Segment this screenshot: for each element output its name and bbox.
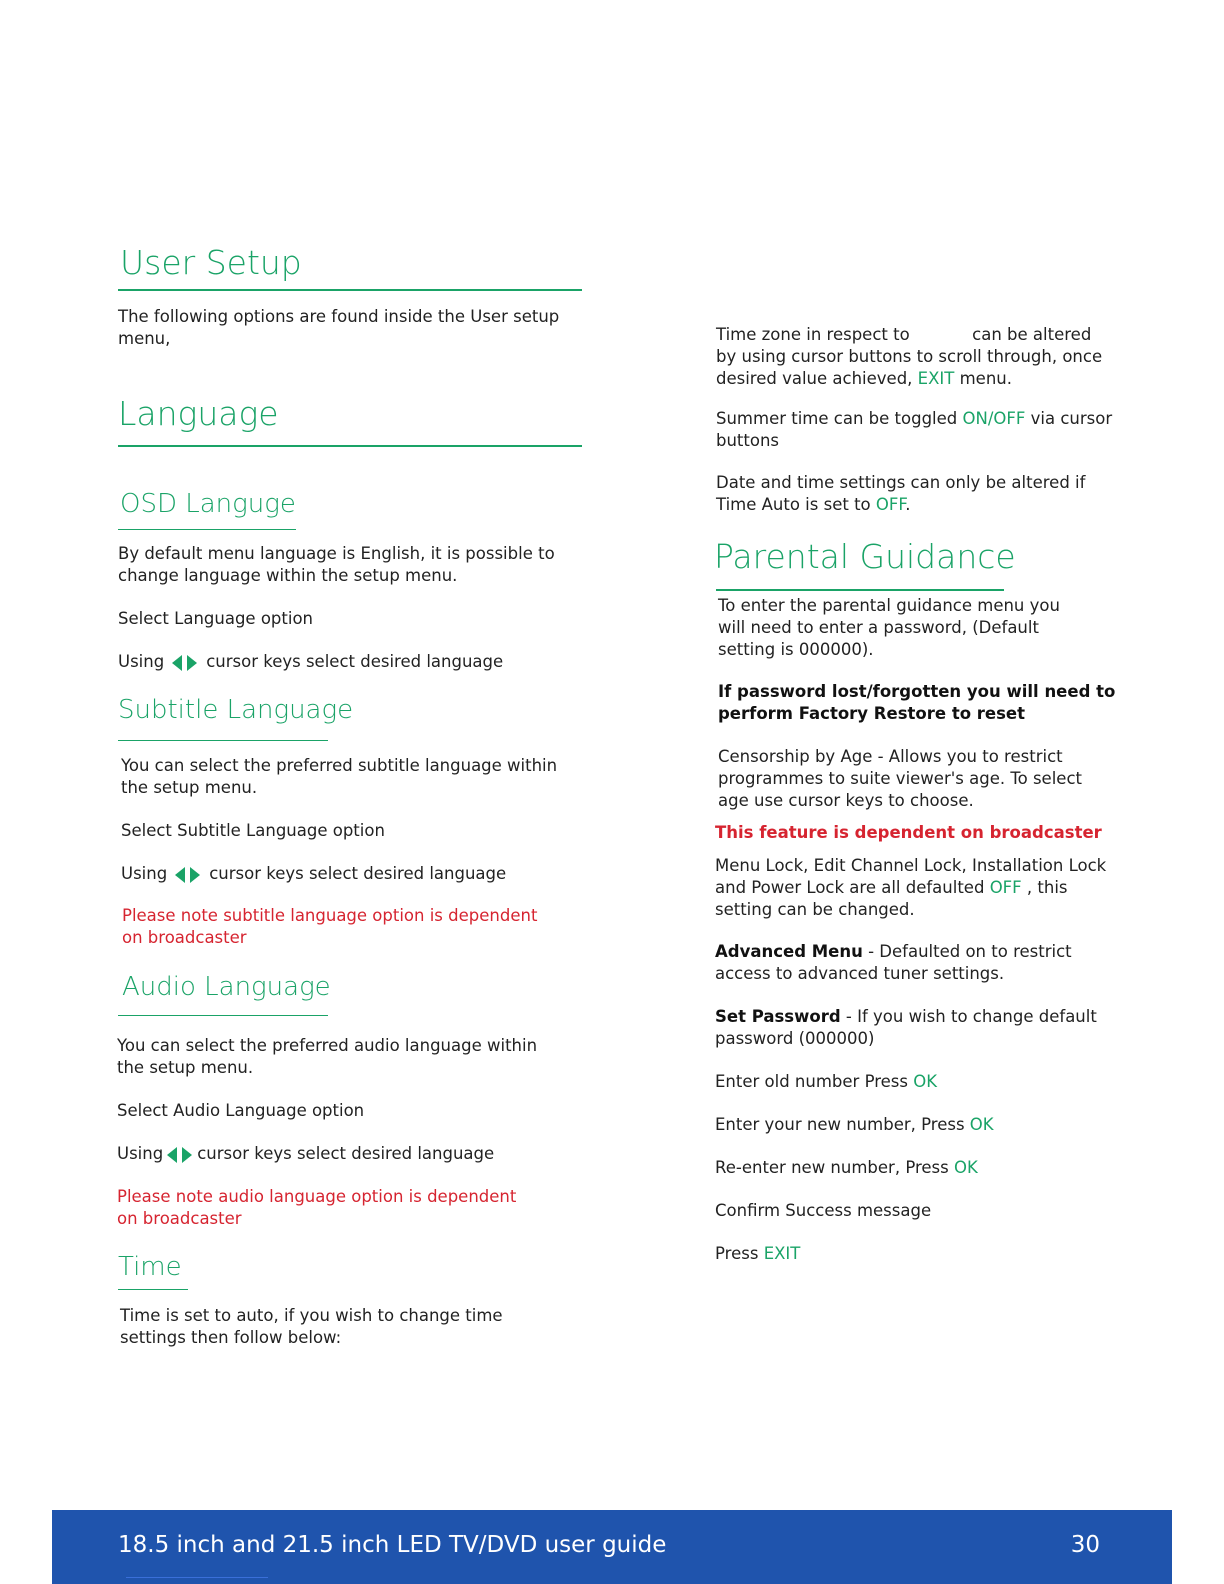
audio-using-line <box>117 1143 494 1165</box>
datetime-off-value: OFF <box>875 495 906 514</box>
language-rule <box>118 445 582 447</box>
user-setup-rule <box>118 289 582 291</box>
audio-note: Please note audio language option is dependent on broadcaster <box>117 1187 517 1228</box>
step-reenter-text: Re-enter new number, Press <box>715 1158 949 1177</box>
time-rule <box>118 1289 188 1290</box>
audio-language-description: You can select the preferred audio language within the setup menu. <box>117 1036 538 1077</box>
page-footer <box>52 1510 1172 1584</box>
locks-text <box>715 855 1115 921</box>
exit-key: EXIT <box>763 1244 801 1263</box>
set-password-label: Set Password <box>715 1007 841 1026</box>
audio-keys-text: cursor keys select desired language <box>197 1144 495 1163</box>
osd-using-line <box>118 651 503 673</box>
subtitle-language-rule <box>118 740 328 741</box>
summer-onoff-key: ON/OFF <box>962 409 1026 428</box>
date-time-text <box>716 472 1116 516</box>
parental-guidance-rule <box>716 589 1004 591</box>
footer-link-underline <box>126 1577 268 1578</box>
time-heading: Time <box>118 1252 182 1282</box>
parental-guidance-heading: Parental Guidance <box>714 537 1016 576</box>
page-number: 30 <box>1070 1532 1100 1558</box>
step-enter-old <box>715 1071 937 1093</box>
user-setup-intro: The following options are found inside the User setup menu, <box>118 307 560 348</box>
advanced-menu-description: - Defaulted on to restrict access to advanced tuner settings. <box>715 942 1072 983</box>
advanced-menu-label: Advanced Menu <box>715 942 863 961</box>
subtitle-language-heading: Subtitle Language <box>118 695 354 725</box>
subtitle-select-option: Select Subtitle Language option <box>121 821 385 840</box>
subtitle-using-line <box>121 863 506 885</box>
step-press-exit <box>715 1243 800 1265</box>
time-description: Time is set to auto, if you wish to change time settings then follow below: <box>120 1306 503 1347</box>
step-reenter <box>715 1157 978 1179</box>
subtitle-keys-text: cursor keys select desired language <box>209 864 507 883</box>
audio-select-option: Select Audio Language option <box>117 1101 365 1120</box>
subtitle-language-description: You can select the preferred subtitle language within the setup menu. <box>121 756 558 797</box>
locks-off-value: OFF <box>989 878 1022 897</box>
timezone-text <box>716 324 1116 390</box>
osd-language-heading: OSD Languge <box>120 489 296 519</box>
audio-language-heading: Audio Language <box>122 972 331 1002</box>
set-password-text <box>715 1006 1135 1050</box>
step-enter-new-text: Enter your new number, Press <box>715 1115 965 1134</box>
locks-text-b: , this setting can be changed. <box>715 878 1068 919</box>
timezone-text-c: menu. <box>959 369 1012 388</box>
censorship-text: Censorship by Age - Allows you to restrict programmes to suite viewer's age. To select age use cursor keys to choose. <box>718 747 1082 810</box>
step-confirm: Confirm Success message <box>715 1201 932 1220</box>
user-setup-heading: User Setup <box>120 243 302 282</box>
subtitle-using-label: Using <box>121 864 168 883</box>
timezone-exit-key: EXIT <box>917 369 955 388</box>
osd-select-option: Select Language option <box>118 609 313 628</box>
osd-keys-text: cursor keys select desired language <box>206 652 504 671</box>
subtitle-note: Please note subtitle language option is dependent on broadcaster <box>122 906 538 947</box>
timezone-text-a: Time zone in respect to <box>716 325 910 344</box>
osd-using-label: Using <box>118 652 165 671</box>
datetime-text-a: Date and time settings can only be altered if Time Auto is set to <box>716 473 1086 514</box>
advanced-menu-text <box>715 941 1115 985</box>
ok-key: OK <box>954 1158 978 1177</box>
osd-language-description: By default menu language is English, it is possible to change language within the setup menu. <box>118 544 555 585</box>
osd-language-rule <box>118 529 296 530</box>
timezone-text-b: can be altered by using cursor buttons to scroll through, once desired value achieved, <box>716 325 1103 388</box>
password-warning: If password lost/forgotten you will need to perform Factory Restore to reset <box>718 682 1116 723</box>
ok-key: OK <box>913 1072 938 1091</box>
broadcaster-note: This feature is dependent on broadcaster <box>715 823 1102 842</box>
audio-language-rule <box>118 1015 328 1016</box>
left-right-arrows-icon <box>170 654 200 672</box>
step-enter-new <box>715 1114 994 1136</box>
parental-intro: To enter the parental guidance menu you will need to enter a password, (Default setting is 000000). <box>718 596 1060 659</box>
set-password-description: - If you wish to change default password (000000) <box>715 1007 1097 1048</box>
left-right-arrows-icon <box>165 1146 195 1164</box>
step-enter-old-text: Enter old number Press <box>715 1072 908 1091</box>
audio-using-label: Using <box>117 1144 164 1163</box>
summer-time-text <box>716 408 1116 452</box>
ok-key: OK <box>969 1115 994 1134</box>
step-press-text: Press <box>715 1244 759 1263</box>
datetime-text-b: . <box>905 495 911 514</box>
footer-title: 18.5 inch and 21.5 inch LED TV/DVD user guide <box>118 1532 667 1558</box>
locks-text-a: Menu Lock, Edit Channel Lock, Installation Lock and Power Lock are all defaulted <box>715 856 1107 897</box>
language-heading: Language <box>118 394 279 433</box>
summer-text-a: Summer time can be toggled <box>716 409 958 428</box>
summer-text-b: via cursor buttons <box>716 409 1113 450</box>
left-right-arrows-icon <box>173 866 203 884</box>
